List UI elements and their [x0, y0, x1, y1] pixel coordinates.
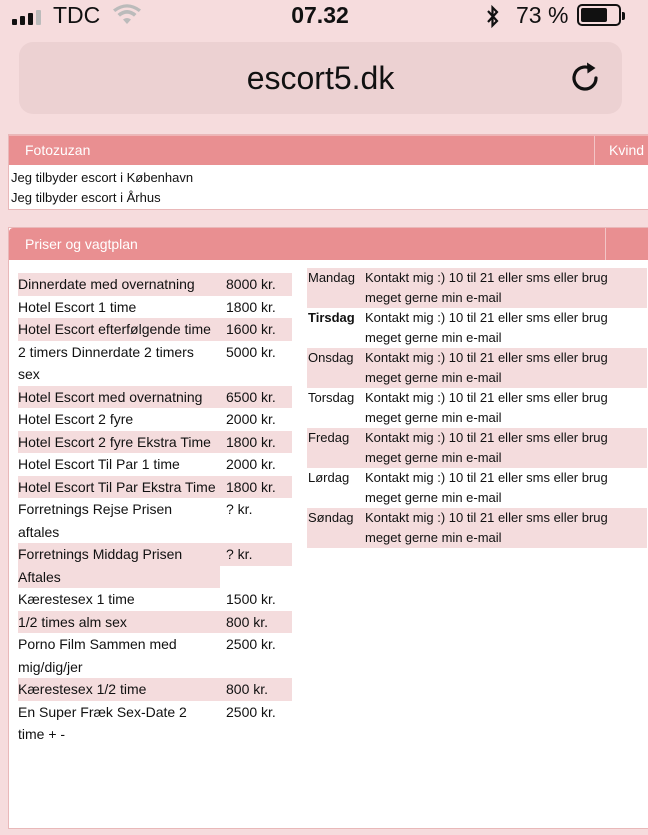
schedule-day: Tirsdag [308, 310, 355, 325]
price-name: Hotel Escort med overnatning [18, 386, 220, 409]
schedule-info: Kontakt mig :) 10 til 21 eller sms eller brug meget gerne min e-mail [365, 268, 647, 308]
price-name: En Super Fræk Sex-Date 2 time + - [18, 703, 187, 742]
status-bar [0, 0, 640, 34]
table-row [18, 678, 292, 701]
price-value: 800 kr. [220, 678, 292, 701]
table-row [307, 468, 647, 508]
prices-table [18, 273, 292, 746]
price-name: Hotel Escort efterfølgende time [18, 318, 220, 341]
link-aarhus[interactable]: Jeg tilbyder escort i Århus [11, 190, 161, 205]
schedule-day: Onsdag [307, 348, 365, 388]
table-row [307, 268, 647, 308]
battery-level-fill [581, 8, 607, 22]
table-row [18, 701, 292, 746]
battery-percent: 73 % [516, 2, 569, 28]
price-name: 1/2 times alm sex [18, 611, 220, 634]
price-name: Forretnings Rejse Prisen aftales [18, 501, 173, 540]
table-row [18, 341, 292, 386]
schedule-info: Kontakt mig :) 10 til 21 eller sms eller brug meget gerne min e-mail [365, 310, 608, 345]
panel-title: Fotozuzan [25, 142, 91, 158]
schedule-info: Kontakt mig :) 10 til 21 eller sms eller brug meget gerne min e-mail [365, 428, 647, 468]
price-value: ? kr. [220, 543, 292, 566]
price-name: Hotel Escort Til Par 1 time [18, 456, 180, 472]
table-row [18, 611, 292, 634]
table-row [18, 476, 292, 499]
table-row [18, 273, 292, 296]
price-name: Dinnerdate med overnatning [18, 273, 220, 296]
table-row [18, 408, 292, 431]
price-value: 1500 kr. [226, 591, 276, 607]
table-row [18, 431, 292, 454]
table-row [18, 588, 292, 611]
table-row [18, 386, 292, 409]
price-value: 8000 kr. [220, 273, 292, 296]
price-name: Hotel Escort 1 time [18, 298, 137, 315]
table-row [307, 348, 647, 388]
schedule-info: Kontakt mig :) 10 til 21 eller sms eller brug meget gerne min e-mail [365, 348, 647, 388]
table-row [307, 508, 647, 548]
schedule-info: Kontakt mig :) 10 til 21 eller sms eller brug meget gerne min e-mail [365, 508, 647, 548]
schedule-day: Fredag [307, 428, 365, 468]
panel-header [9, 135, 648, 165]
price-value: 2000 kr. [226, 411, 276, 427]
table-row [18, 633, 292, 678]
table-row [307, 308, 647, 348]
prices-panel [8, 227, 648, 829]
url-text[interactable]: escort5.dk [246, 60, 395, 96]
price-value: ? kr. [226, 501, 253, 517]
address-bar[interactable] [19, 42, 622, 114]
price-value: 6500 kr. [220, 386, 292, 409]
price-name: Hotel Escort Til Par Ekstra Time [18, 476, 220, 499]
price-value: 2500 kr. [226, 703, 276, 720]
price-name: Hotel Escort 2 fyre [18, 411, 134, 427]
reload-icon[interactable] [568, 60, 604, 96]
table-row [18, 498, 292, 543]
clock-time: 07.32 [291, 2, 349, 28]
profile-links-panel [8, 134, 648, 210]
link-kobenhavn[interactable]: Jeg tilbyder escort i København [11, 170, 194, 185]
schedule-day: Torsdag [308, 390, 355, 405]
price-name: Hotel Escort 2 fyre Ekstra Time [18, 431, 220, 454]
table-row [307, 388, 647, 428]
table-row [18, 318, 292, 341]
schedule-day: Lørdag [308, 470, 350, 485]
bluetooth-icon [484, 4, 502, 35]
table-row [18, 296, 292, 319]
schedule-info: Kontakt mig :) 10 til 21 eller sms eller brug meget gerne min e-mail [365, 390, 608, 425]
price-value: 1800 kr. [220, 476, 292, 499]
panel-title: Priser og vagtplan [25, 236, 138, 252]
panel-header [9, 228, 648, 260]
price-value: 2500 kr. [226, 636, 276, 652]
price-value: 1800 kr. [220, 431, 292, 454]
price-value: 800 kr. [220, 611, 292, 634]
price-value: 5000 kr. [226, 343, 276, 360]
schedule-day: Søndag [307, 508, 365, 548]
price-name: Kærestesex 1 time [18, 591, 135, 607]
battery-icon [577, 4, 621, 26]
carrier-name: TDC [53, 2, 101, 28]
page-content [0, 134, 645, 835]
tab-kvind[interactable]: Kvind [594, 136, 644, 165]
price-value: 1800 kr. [226, 298, 276, 315]
schedule-table [307, 268, 647, 548]
price-name: Forretnings Middag Prisen Aftales [18, 543, 220, 588]
schedule-day: Mandag [307, 268, 365, 308]
table-row [18, 543, 292, 588]
price-value: 2000 kr. [226, 456, 276, 472]
schedule-info: Kontakt mig :) 10 til 21 eller sms eller brug meget gerne min e-mail [365, 470, 608, 505]
price-name: Porno Film Sammen med mig/dig/jer [18, 636, 177, 675]
price-value: 1600 kr. [220, 318, 292, 341]
table-row [307, 428, 647, 468]
panel-header-tab [605, 228, 620, 260]
table-row [18, 453, 292, 476]
price-name: 2 timers Dinnerdate 2 timers sex [18, 343, 194, 382]
price-name: Kærestesex 1/2 time [18, 678, 220, 701]
